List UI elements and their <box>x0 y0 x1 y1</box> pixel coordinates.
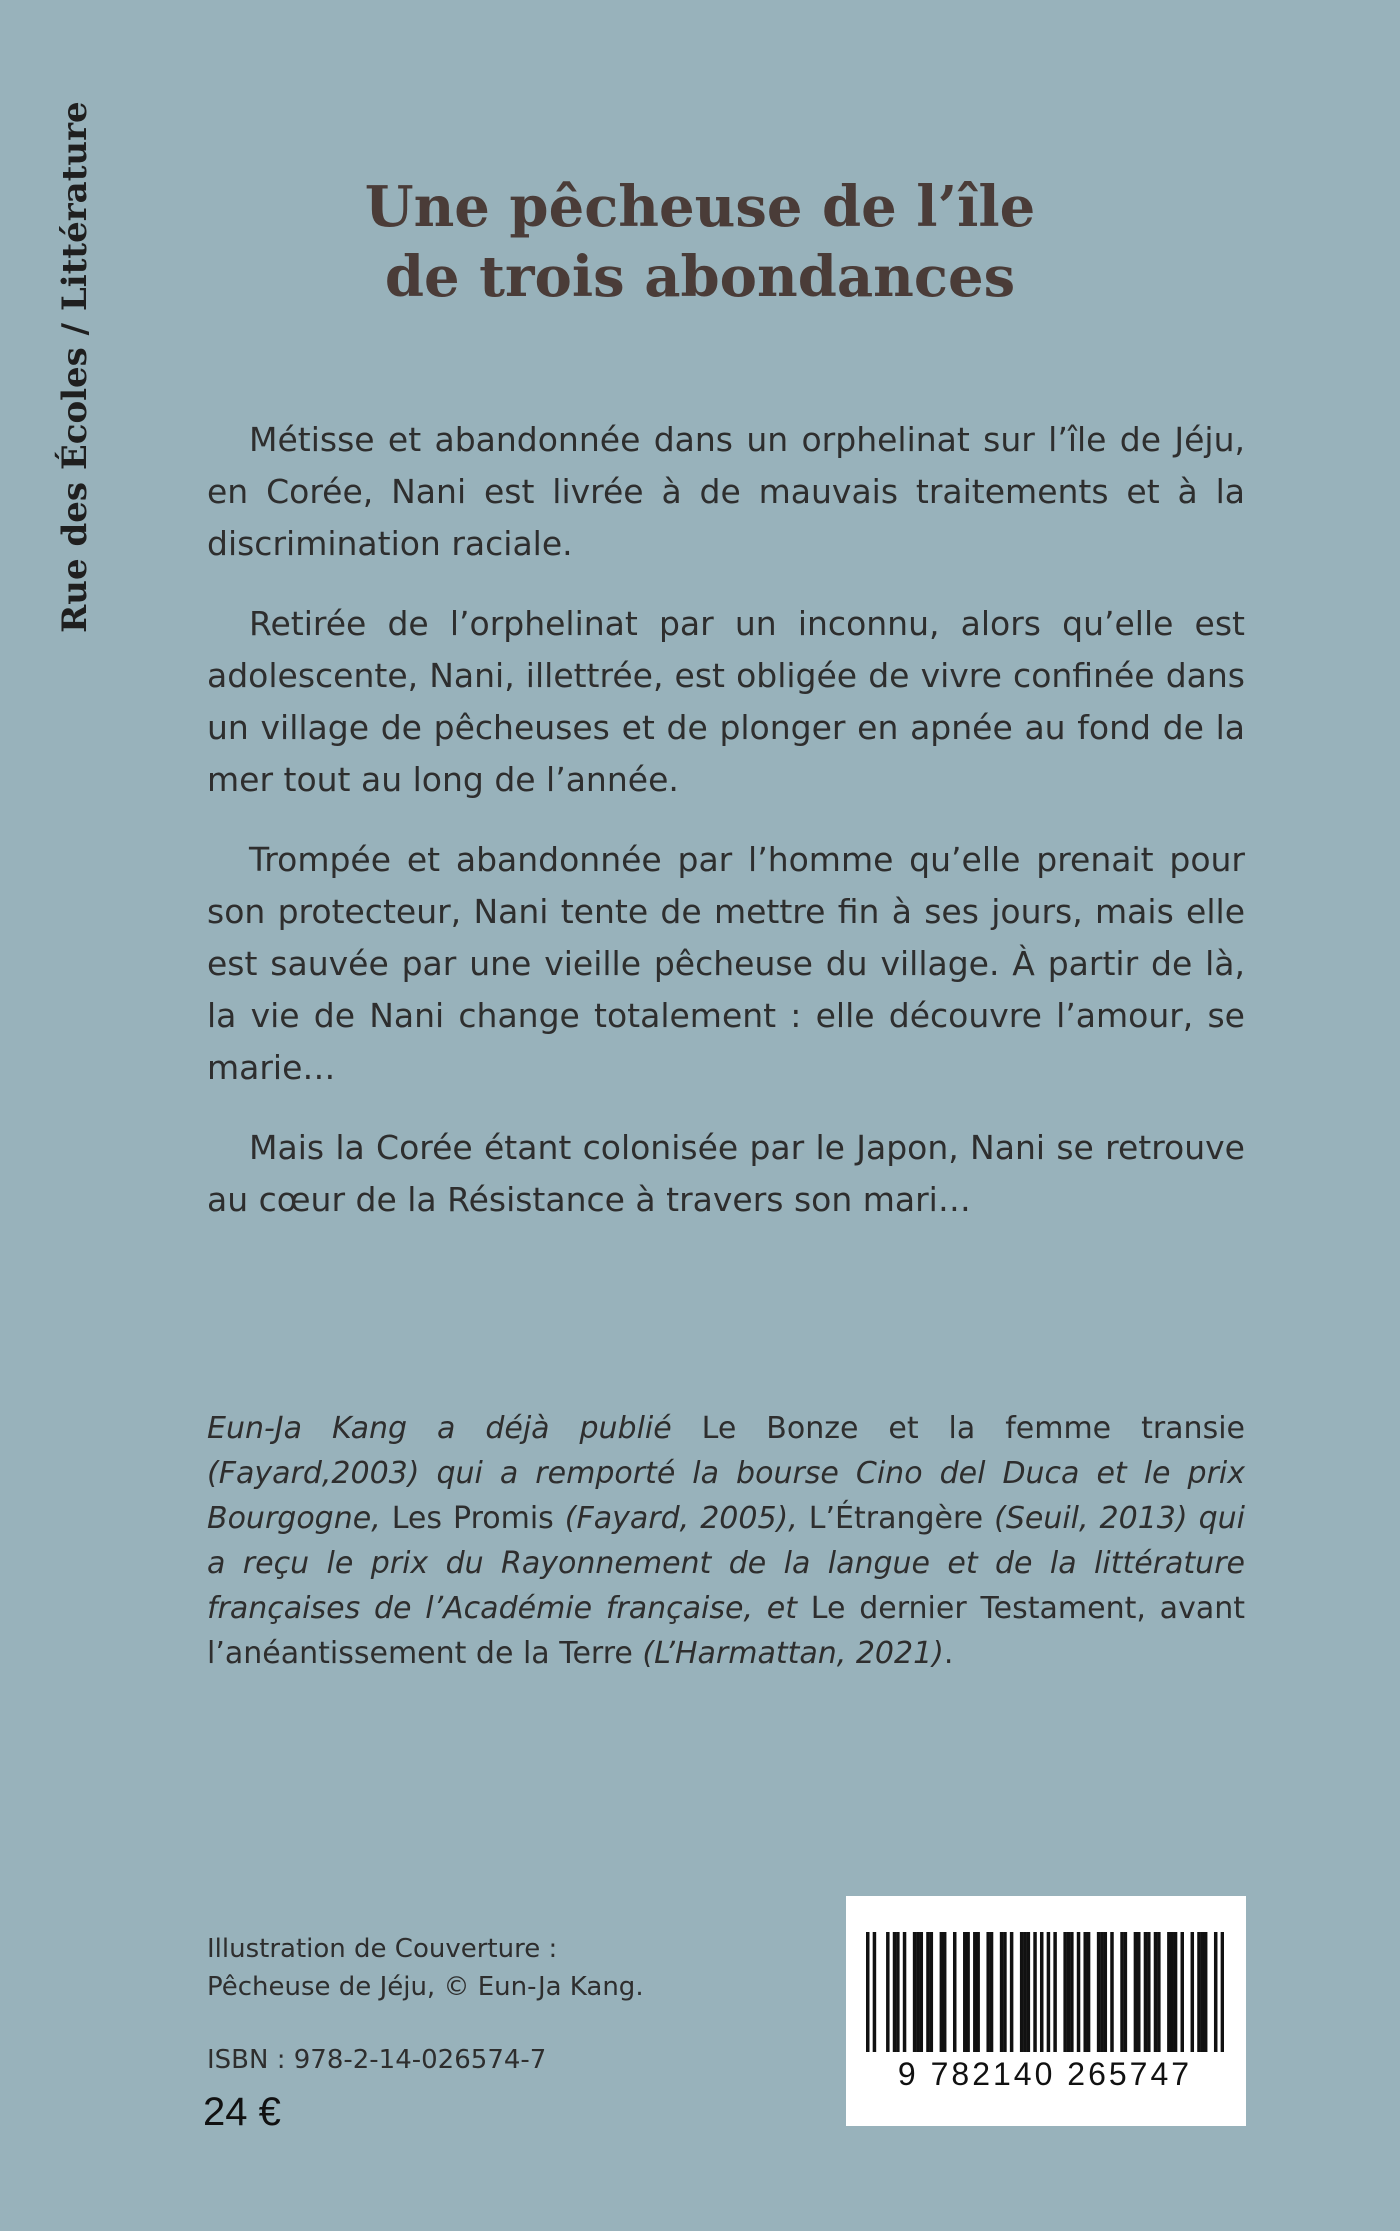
bio-book-title: Le dernier Testament, avant l’anéantissement de la Terre <box>207 1591 1245 1671</box>
barcode-bar <box>873 1932 877 2052</box>
barcode-bar <box>1174 1932 1178 2052</box>
barcode-bar <box>930 1932 934 2052</box>
credits-line: Pêcheuse de Jéju, © Eun-Ja Kang. <box>207 1972 644 2002</box>
barcode-bar <box>1104 1932 1108 2052</box>
bio-segment: . <box>943 1636 954 1671</box>
barcode-bar <box>1000 1932 1004 2052</box>
barcode-bar <box>896 1932 900 2052</box>
barcode-bar <box>926 1932 930 2052</box>
barcode-bar <box>1087 1932 1091 2052</box>
bio-segment: (L’Harmattan, 2021) <box>642 1636 944 1671</box>
synopsis-paragraph: Mais la Corée étant colonisée par le Japon, Nani se retrouve au cœur de la Résistance à travers son mari… <box>207 1128 1245 1219</box>
barcode-bar <box>913 1932 917 2052</box>
barcode-panel <box>846 1896 1246 2126</box>
credits-line: Illustration de Couverture : <box>207 1934 558 1964</box>
book-title <box>180 172 1220 312</box>
barcode-bar <box>1053 1932 1057 2052</box>
barcode-bar <box>976 1932 980 2052</box>
barcode-bar <box>886 1932 890 2052</box>
barcode-bar <box>866 1932 870 2052</box>
barcode-bar <box>1097 1932 1101 2052</box>
book-title-line-1: Une pêcheuse de l’île <box>364 174 1036 240</box>
barcode-bar <box>1191 1932 1195 2052</box>
barcode-bar <box>1070 1932 1074 2052</box>
barcode-bar <box>1170 1932 1174 2052</box>
barcode-bar <box>943 1932 947 2052</box>
barcode-bar <box>953 1932 957 2052</box>
synopsis-paragraph: Métisse et abandonnée dans un orphelinat sur l’île de Jéju, en Corée, Nani est livrée à de mauvais traitements et à la discrimination raciale. <box>207 420 1245 563</box>
barcode-bar <box>1147 1932 1151 2052</box>
bio-book-title: L’Étrangère <box>797 1501 995 1536</box>
barcode-bar <box>916 1932 920 2052</box>
bio-segment: (Fayard,2003) qui a remporté la bourse Cino del Duca et le prix Bourgogne, <box>207 1456 1245 1536</box>
barcode-bar <box>1100 1932 1104 2052</box>
barcode-bar <box>973 1932 977 2052</box>
author-bio <box>207 1406 1245 1676</box>
barcode-bar <box>1110 1932 1114 2052</box>
barcode-bar <box>1083 1932 1087 2052</box>
barcode-bar <box>1027 1932 1031 2052</box>
barcode-bar <box>920 1932 924 2052</box>
barcode-bar <box>1201 1932 1205 2052</box>
bio-segment: Eun-Ja Kang a déjà publié <box>207 1411 672 1446</box>
barcode-bar <box>1063 1932 1067 2052</box>
barcode-bar <box>1181 1932 1185 2052</box>
barcode-bar <box>1067 1932 1071 2052</box>
barcode-bar <box>1124 1932 1128 2052</box>
bio-segment: (Seuil, 2013) qui a reçu le prix du Rayonnement de la langue et de la littérature françaises de l’Académie française, et <box>207 1501 1245 1626</box>
bio-segment: (Fayard, 2005), <box>564 1501 798 1536</box>
synopsis-paragraph: Retirée de l’orphelinat par un inconnu, alors qu’elle est adolescente, Nani, illettrée, est obligée de vivre confinée dans un village de pêcheuses et de plonger en apnée au fond de la mer tout au long de l’année. <box>207 604 1245 799</box>
barcode-bar <box>893 1932 897 2052</box>
barcode <box>866 1932 1224 2052</box>
barcode-bar <box>963 1932 967 2052</box>
synopsis <box>207 414 1245 1254</box>
barcode-bar <box>1214 1932 1218 2052</box>
barcode-bar <box>1010 1932 1014 2052</box>
barcode-bar <box>1134 1932 1138 2052</box>
isbn: ISBN : 978-2-14-026574-7 <box>207 2045 547 2075</box>
barcode-bar <box>1204 1932 1208 2052</box>
barcode-bar <box>1120 1932 1124 2052</box>
book-title-line-2: de trois abondances <box>384 244 1016 310</box>
barcode-bar <box>1023 1932 1027 2052</box>
bio-book-title: Le Bonze et la femme transie <box>671 1411 1245 1446</box>
barcode-bar <box>1137 1932 1141 2052</box>
barcode-bar <box>986 1932 990 2052</box>
collection-label: Rue des Écoles / Littérature <box>55 101 95 633</box>
barcode-bar <box>1154 1932 1158 2052</box>
bio-book-title: Les Promis <box>380 1501 565 1536</box>
synopsis-paragraph: Trompée et abandonnée par l’homme qu’elle prenait pour son protecteur, Nani tente de mettre fin à ses jours, mais elle est sauvée par une vieille pêcheuse du village. À partir de là, la vie de Nani change totalement : elle découvre l’amour, se marie… <box>207 840 1245 1087</box>
barcode-bar <box>1197 1932 1201 2052</box>
barcode-bar <box>1157 1932 1161 2052</box>
barcode-bar <box>1003 1932 1007 2052</box>
barcode-bar <box>1040 1932 1044 2052</box>
barcode-bar <box>940 1932 944 2052</box>
cover-credits <box>207 1930 644 2006</box>
barcode-bar <box>990 1932 994 2052</box>
price: 24 € <box>203 2090 281 2134</box>
barcode-bar <box>1047 1932 1051 2052</box>
barcode-bar <box>1033 1932 1037 2052</box>
barcode-bar <box>1144 1932 1148 2052</box>
barcode-bar <box>966 1932 970 2052</box>
barcode-bar <box>1221 1932 1224 2052</box>
barcode-bar <box>1167 1932 1171 2052</box>
barcode-digits: 9 782140 265747 <box>897 2056 1193 2092</box>
barcode-bar <box>1020 1932 1024 2052</box>
barcode-bar <box>903 1932 907 2052</box>
barcode-bar <box>1077 1932 1081 2052</box>
